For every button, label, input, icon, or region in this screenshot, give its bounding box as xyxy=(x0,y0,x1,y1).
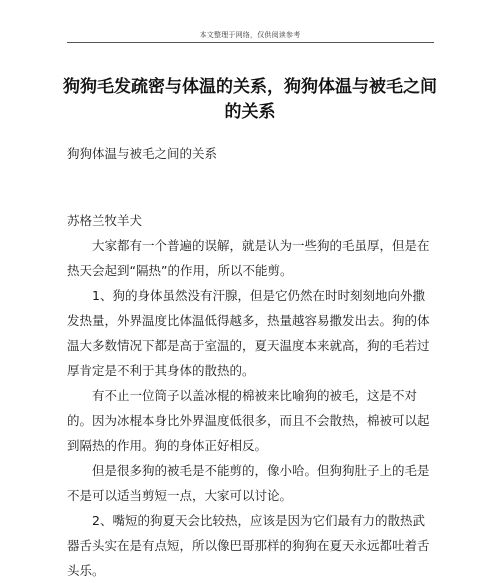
paragraph: 有不止一位筒子以盖冰棍的棉被来比喻狗的被毛，这是不对的。因为冰棍本身比外界温度低很多，而且不会散热，棉被可以起到隔热的作用。狗的身体正好相反。 xyxy=(67,388,430,453)
paragraph: 2、嘴短的狗夏天会比较热，应该是因为它们最有力的散热武器舌头实在是有点短，所以像巴哥那样的狗狗在夏天永远都吐着舌头乐。 xyxy=(67,513,430,578)
header-divider xyxy=(67,42,434,43)
paragraph: 大家都有一个普遍的误解，就是认为一些狗的毛虽厚，但是在热天会起到“隔热”的作用，所以不能剪。 xyxy=(67,238,430,278)
document-title: 狗狗毛发疏密与体温的关系，狗狗体温与被毛之间的关系 xyxy=(63,77,437,122)
paragraph: 1、狗的身体虽然没有汗腺，但是它仍然在时时刻刻地向外撒发热量，外界温度比体温低得越多，热量越容易撒发出去。狗的体温大多数情况下都是高于室温的，夏天温度本来就高，狗的毛若过厚肯定是不利于其身体的散热的。 xyxy=(67,288,430,378)
paragraph: 但是很多狗的被毛是不能剪的，像小哈。但狗狗肚子上的毛是不是可以适当剪短一点，大家可以讨论。 xyxy=(67,463,430,503)
header-note: 本文整理于网络，仅供阅读参考 xyxy=(199,31,301,39)
section-heading: 苏格兰牧羊犬 xyxy=(67,213,143,228)
body-paragraphs xyxy=(67,233,435,583)
document-subtitle: 狗狗体温与被毛之间的关系 xyxy=(67,146,218,161)
